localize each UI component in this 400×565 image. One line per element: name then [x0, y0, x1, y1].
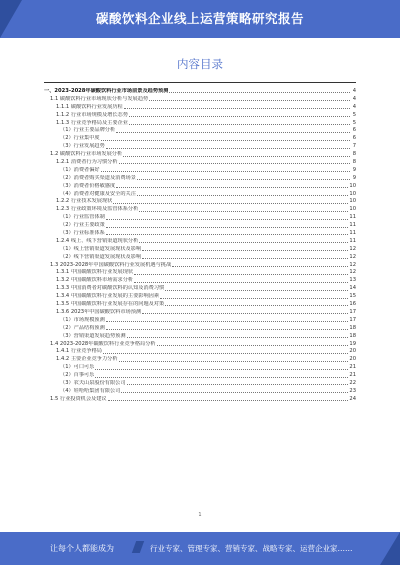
toc-entry-title: （2）线下营销渠道发展现状及影响 [60, 253, 142, 260]
toc-entry-title: （1）可口可乐 [60, 364, 95, 371]
toc-entry[interactable] [44, 88, 356, 96]
toc-entry[interactable] [44, 388, 356, 396]
toc-entry-title: 1.3.1 中国碳酸饮料行业发展现状 [56, 269, 134, 276]
toc-entry[interactable] [44, 238, 356, 246]
toc-entry-page: 11 [349, 237, 356, 244]
toc-entry-page: 6 [352, 135, 356, 142]
toc-entry-page: 12 [349, 245, 356, 252]
toc-leader-dots [149, 100, 350, 101]
toc-entry[interactable] [44, 198, 356, 206]
toc-entry-page: 4 [352, 95, 356, 102]
toc-entry-title: （1）消费者偏好 [60, 166, 100, 173]
toc-entry[interactable] [44, 214, 356, 222]
toc-leader-dots [116, 187, 348, 188]
toc-entry-page: 11 [349, 230, 356, 237]
toc-entry[interactable] [44, 143, 356, 151]
toc-entry[interactable] [44, 96, 356, 104]
toc-entry-title: （1）市场规模预测 [60, 316, 105, 323]
toc-entry-title: （1）线上营销渠道发展现状及影响 [60, 245, 142, 252]
toc-entry-title: （2）行业集中度 [60, 135, 100, 142]
toc-entry-page: 11 [349, 222, 356, 229]
toc-leader-dots [142, 258, 348, 259]
footer-separator [132, 541, 144, 553]
toc-leader-dots [157, 345, 349, 346]
toc-leader-dots [127, 337, 349, 338]
toc-entry-title: 1.2 碳酸饮料行业市场发展分析 [50, 151, 123, 158]
toc-entry-page: 22 [349, 379, 356, 386]
toc-entry-page: 15 [349, 293, 356, 300]
toc-entry-title: 1.2.2 行业技术发展现状 [56, 198, 113, 205]
toc-leader-dots [139, 211, 348, 212]
toc-leader-dots [106, 234, 349, 235]
toc-entry[interactable] [44, 372, 356, 380]
toc-entry-page: 6 [352, 127, 356, 134]
toc-entry[interactable] [44, 269, 356, 277]
toc-entry-page: 12 [349, 253, 356, 260]
toc-leader-dots [129, 116, 350, 117]
toc-entry-title: 1.4 2023-2028年碳酸饮料行业竞争格局分析 [50, 340, 156, 347]
toc-leader-dots [165, 290, 348, 291]
toc-entry[interactable] [44, 246, 356, 254]
toc-entry[interactable] [44, 127, 356, 135]
toc-entry-title: （2）行业主要政策 [60, 222, 105, 229]
toc-entry[interactable] [44, 120, 356, 128]
toc-entry-title: 1.3.2 中国碳酸饮料市场需求分析 [56, 277, 134, 284]
toc-entry-page: 24 [349, 395, 356, 402]
toc-entry-title: 1.3 2023-2028年中国碳酸饮料行业发展机遇与挑战 [50, 261, 172, 268]
toc-entry-page: 5 [352, 119, 356, 126]
toc-entry[interactable] [44, 325, 356, 333]
toc-leader-dots [124, 108, 350, 109]
toc-entry-title: 1.5 行业投资机会及建议 [50, 395, 107, 402]
toc-entry[interactable] [44, 112, 356, 120]
toc-entry[interactable] [44, 104, 356, 112]
toc-entry-page: 19 [349, 340, 356, 347]
toc-entry-page: 7 [352, 143, 356, 150]
toc-entry-title: （3）消费者价格敏感度 [60, 182, 116, 189]
toc-entry-page: 12 [349, 269, 356, 276]
toc-leader-dots [142, 250, 348, 251]
footer-roles: 行业专家、管理专家、营销专家、战略专家、运营企业家…… [150, 544, 353, 553]
toc-leader-dots [106, 329, 349, 330]
toc-entry[interactable] [44, 341, 356, 349]
toc-leader-dots [95, 369, 348, 370]
toc-leader-dots [134, 282, 348, 283]
toc-entry-title: 1.3.5 中国碳酸饮料行业发展存在的问题及对策 [56, 301, 165, 308]
toc-entry[interactable] [44, 317, 356, 325]
toc-entry[interactable] [44, 333, 356, 341]
toc-entry[interactable] [44, 135, 356, 143]
toc-entry-page: 14 [349, 285, 356, 292]
toc-leader-dots [172, 266, 348, 267]
footer-slogan: 让每个人都能成为 [50, 544, 114, 553]
toc-leader-dots [106, 219, 349, 220]
toc-entry-page: 9 [352, 166, 356, 173]
toc-leader-dots [108, 400, 349, 401]
toc-entry-page: 10 [349, 190, 356, 197]
toc-leader-dots [142, 313, 348, 314]
toc-entry[interactable] [44, 364, 356, 372]
toc-entry-page: 20 [349, 356, 356, 363]
toc-entry-title: 1.2.3 行业政策环境及监管体系分析 [56, 206, 139, 213]
toc-entry-title: 1.3.3 中国消费者对碳酸饮料的认知及消费习惯 [56, 285, 165, 292]
toc-entry-title: 1.3.4 中国碳酸饮料行业发展的主要影响因素 [56, 293, 160, 300]
toc-entry-page: 20 [349, 348, 356, 355]
toc-entry-title: （1）行业主要品牌分析 [60, 127, 116, 134]
report-header-band [0, 0, 400, 38]
toc-entry-page: 13 [349, 277, 356, 284]
toc-entry-page: 18 [349, 324, 356, 331]
toc-entry-title: （2）百事可乐 [60, 372, 95, 379]
toc-leader-dots [106, 321, 349, 322]
toc-entry-title: 1.1 碳酸饮料行业市场现状分析与发展趋势 [50, 95, 149, 102]
toc-entry-page: 10 [349, 182, 356, 189]
toc-leader-dots [121, 392, 348, 393]
toc-entry-page: 4 [352, 103, 356, 110]
toc-entry-title: 1.4.2 主要企业竞争力分析 [56, 356, 118, 363]
toc-entry-title: 1.1.3 行业竞争格局及主要企业 [56, 119, 128, 126]
toc-leader-dots [113, 203, 348, 204]
toc-entry[interactable] [44, 175, 356, 183]
footer-corner-decoration [380, 532, 400, 565]
toc-entry-page: 8 [352, 151, 356, 158]
toc-entry[interactable] [44, 262, 356, 270]
toc-leader-dots [101, 140, 350, 141]
toc-entry-title: （4）消费者对健康及安全的关注 [60, 190, 136, 197]
toc-entry[interactable] [44, 301, 356, 309]
toc-entry[interactable] [44, 380, 356, 388]
toc-leader-dots [137, 195, 348, 196]
toc-entry-title: （4）娃哈哈集团有限公司 [60, 387, 121, 394]
toc-entry-title: （2）产品结构预测 [60, 324, 105, 331]
toc-leader-dots [95, 377, 348, 378]
toc-entry-page: 12 [349, 261, 356, 268]
toc-entry-title: 1.4.1 行业竞争格局 [56, 348, 102, 355]
toc-entry-title: 1.3.6 2023年中国碳酸饮料市场预测 [56, 308, 142, 315]
toc-leader-dots [139, 242, 348, 243]
toc-entry-title: 一、2023-2028年碳酸饮料行业市场前景及趋势预测 [44, 88, 169, 94]
toc-entry[interactable] [44, 285, 356, 293]
toc-entry-title: 1.2.1 消费者行为习惯分析 [56, 159, 118, 166]
toc-entry[interactable] [44, 183, 356, 191]
toc-entry-title: （1）行业监管体制 [60, 214, 105, 221]
toc-entry-title: （3）营销渠道发展趋势预测 [60, 332, 126, 339]
toc-entry-page: 10 [349, 198, 356, 205]
toc-entry-title: （3）行业标准体系 [60, 230, 105, 237]
toc-entry-title: 1.1.1 碳酸饮料行业发展历程 [56, 103, 123, 110]
toc-leader-dots [116, 132, 350, 133]
toc-leader-dots [127, 384, 349, 385]
toc-entry[interactable] [44, 293, 356, 301]
toc-entry-page: 23 [349, 387, 356, 394]
toc-entry-title: 1.2.4 线上、线下营销渠道现状分析 [56, 237, 139, 244]
toc-entry-title: 1.1.2 行业市场规模及增长态势 [56, 111, 128, 118]
toc-entry-page: 16 [349, 301, 356, 308]
toc-leader-dots [106, 148, 350, 149]
toc-leader-dots [134, 274, 348, 275]
toc-entry-title: （2）消费者购买渠道及消费场景 [60, 174, 136, 181]
report-title: 碳酸饮料企业线上运营策略研究报告 [95, 11, 304, 26]
toc-divider [44, 82, 356, 83]
toc-entry[interactable] [44, 222, 356, 230]
toc-entry[interactable] [44, 151, 356, 159]
toc-entry[interactable] [44, 277, 356, 285]
footer-band [0, 532, 400, 565]
toc-leader-dots [129, 124, 350, 125]
table-of-contents [44, 88, 356, 404]
toc-entry[interactable] [44, 159, 356, 167]
toc-leader-dots [165, 305, 348, 306]
toc-leader-dots [137, 179, 350, 180]
toc-leader-dots [160, 298, 348, 299]
toc-leader-dots [106, 227, 349, 228]
toc-heading: 内容目录 [177, 57, 223, 71]
toc-entry-page: 11 [349, 214, 356, 221]
page-number: 1 [198, 512, 202, 518]
toc-entry-title: （3）农夫山泉股份有限公司 [60, 379, 126, 386]
toc-leader-dots [103, 353, 348, 354]
toc-entry[interactable] [44, 254, 356, 262]
toc-entry[interactable] [44, 309, 356, 317]
toc-leader-dots [119, 163, 350, 164]
toc-entry-page: 4 [352, 88, 356, 94]
toc-entry-page: 17 [349, 308, 356, 315]
toc-entry[interactable] [44, 206, 356, 214]
toc-entry[interactable] [44, 191, 356, 199]
toc-entry[interactable] [44, 167, 356, 175]
toc-entry-page: 18 [349, 332, 356, 339]
toc-entry-page: 9 [352, 174, 356, 181]
toc-entry-page: 21 [349, 372, 356, 379]
toc-entry-page: 10 [349, 206, 356, 213]
toc-entry[interactable] [44, 348, 356, 356]
toc-entry-page: 5 [352, 111, 356, 118]
toc-entry[interactable] [44, 230, 356, 238]
toc-entry-page: 8 [352, 159, 356, 166]
toc-entry[interactable] [44, 356, 356, 364]
toc-leader-dots [169, 92, 350, 93]
toc-entry-title: （3）行业发展趋势 [60, 143, 105, 150]
toc-leader-dots [101, 171, 350, 172]
toc-leader-dots [123, 156, 350, 157]
toc-entry[interactable] [44, 396, 356, 404]
toc-entry-page: 17 [349, 316, 356, 323]
toc-entry-page: 21 [349, 364, 356, 371]
toc-leader-dots [119, 361, 349, 362]
